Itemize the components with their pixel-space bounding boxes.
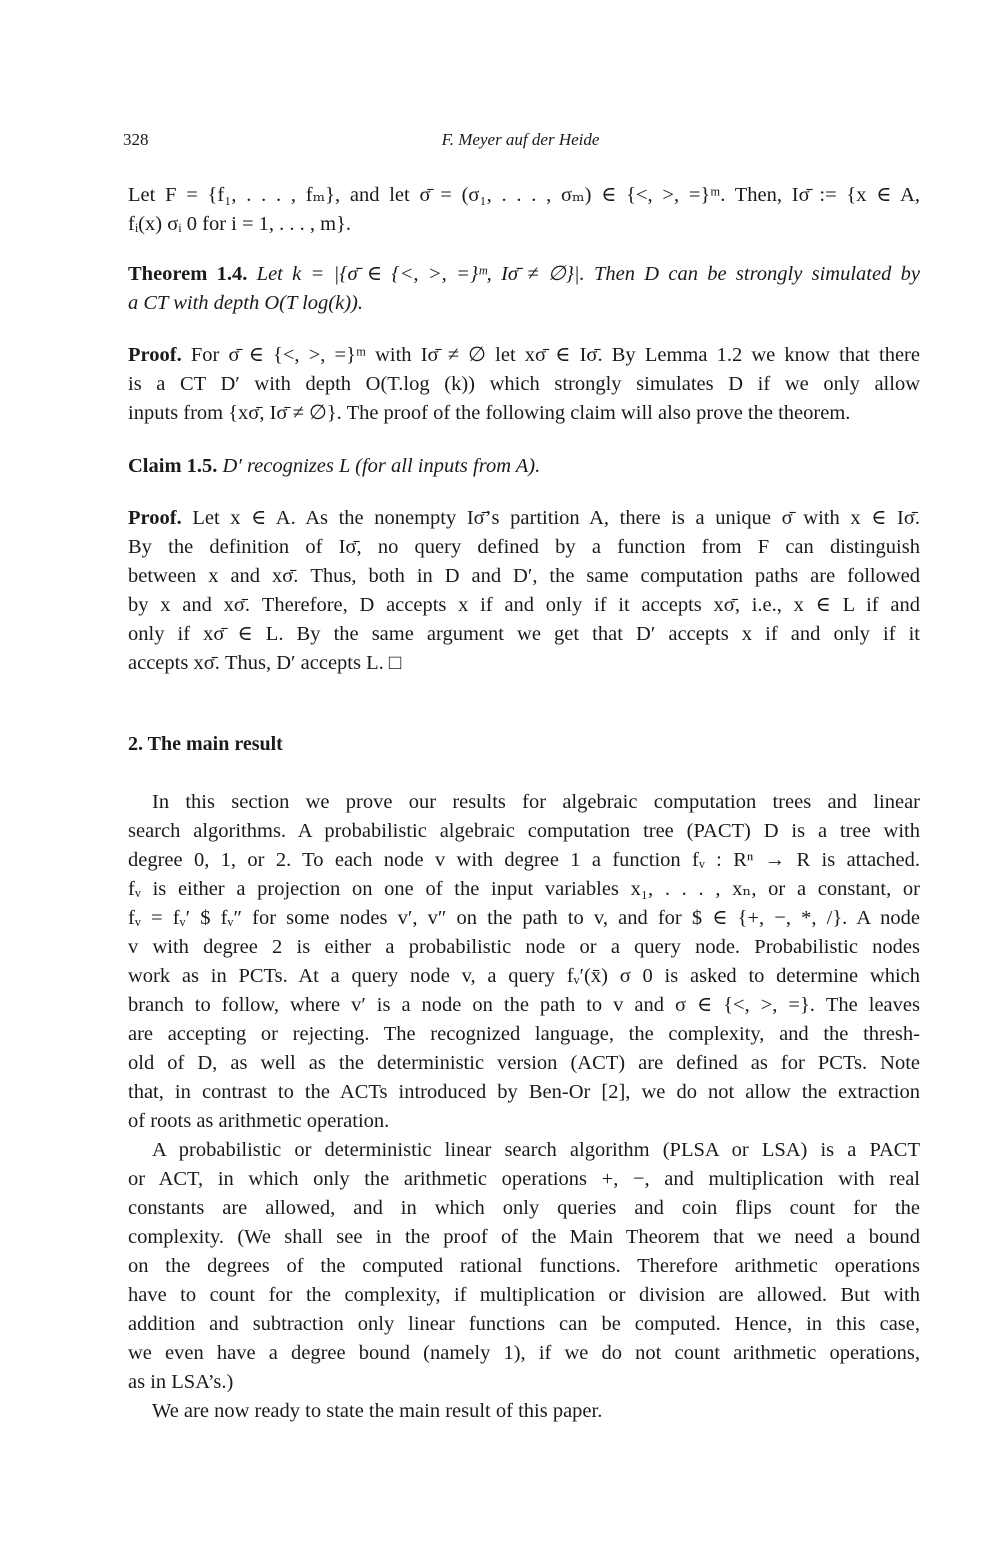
p1-line-5: fᵥ = fᵥ′ $ fᵥ″ for some nodes v′, v″ on the path to v, and for $ ∈ {+, −, *, /}. A node — [128, 907, 920, 929]
p1-line-9: are accepting or rejecting. The recognized language, the complexity, and the thresh- — [128, 1023, 920, 1045]
p2-line-4: complexity. (We shall see in the proof of the Main Theorem that we need a bound — [128, 1226, 920, 1248]
proof-2-line-3: between x and xσ̄. Thus, both in D and D′, the same computation paths are followed — [128, 565, 920, 587]
p2-line-1: A probabilistic or deterministic linear search algorithm (PLSA or LSA) is a PACT — [152, 1139, 920, 1161]
section-heading: 2. The main result — [128, 733, 283, 755]
claim-label: Claim 1.5. — [128, 455, 218, 477]
proof-1-text-1: For σ̄ ∈ {<, >, =}ᵐ with Iσ̄ ≠ ∅ let xσ̄ ∈ Iσ̄. By Lemma 1.2 we know that there — [190, 344, 920, 366]
proof-label: Proof. — [128, 344, 182, 366]
p1-line-3: degree 0, 1, or 2. To each node v with degree 1 a function fᵥ : Rⁿ → R is attached. — [128, 849, 920, 871]
p1-line-10: old of D, as well as the deterministic version (ACT) are defined as for PCTs. Note — [128, 1052, 920, 1074]
p2-line-5: on the degrees of the computed rational functions. Therefore arithmetic operations — [128, 1255, 920, 1277]
p2-line-9: as in LSA’s.) — [128, 1371, 234, 1393]
proof-2-line-1 — [128, 504, 920, 532]
proof-1-line-1 — [128, 341, 920, 369]
intro-line-2: fᵢ(x) σᵢ 0 for i = 1, . . . , m}. — [128, 213, 352, 235]
proof-2-line-4: by x and xσ̄. Therefore, D accepts x if and only if it accepts xσ̄, i.e., x ∈ L if and — [128, 594, 920, 616]
p1-line-12: of roots as arithmetic operation. — [128, 1110, 390, 1132]
claim-text: D′ recognizes L (for all inputs from A). — [222, 455, 541, 477]
theorem-text-1: Let k = |{σ̄ ∈ {<, >, =}ᵐ, Iσ̄ ≠ ∅}|. Then D can be strongly simulated by — [256, 263, 920, 285]
running-title: F. Meyer auf der Heide — [441, 130, 600, 149]
p2-line-7: addition and subtraction only linear functions can be computed. Hence, in this case, — [128, 1313, 920, 1335]
intro-line-1: Let F = {f₁, . . . , fₘ}, and let σ̄ = (σ₁, . . . , σₘ) ∈ {<, >, =}ᵐ. Then, Iσ̄ := {x ∈ A, — [128, 184, 920, 206]
claim-1-5 — [128, 452, 920, 480]
p2-line-2: or ACT, in which only the arithmetic operations +, −, and multiplication with real — [128, 1168, 920, 1190]
page-header — [123, 130, 918, 156]
proof-2-line-5: only if xσ̄ ∈ L. By the same argument we get that D′ accepts x if and only if it — [128, 623, 920, 645]
p1-line-11: that, in contrast to the ACTs introduced by Ben-Or [2], we do not allow the extraction — [128, 1081, 920, 1103]
theorem-1-4-line-1 — [128, 260, 920, 288]
theorem-label: Theorem 1.4. — [128, 263, 248, 285]
proof-2-text-1: Let x ∈ A. As the nonempty Iσ̄’s partition A, there is a unique σ̄ with x ∈ Iσ̄. — [192, 507, 921, 529]
page-number: 328 — [123, 130, 149, 149]
proof-1-line-3: inputs from {xσ̄, Iσ̄ ≠ ∅}. The proof of the following claim will also prove the theorem. — [128, 402, 851, 424]
p2-line-6: have to count for the complexity, if multiplication or division are allowed. But with — [128, 1284, 920, 1306]
theorem-1-4-line-2: a CT with depth O(T log(k)). — [128, 292, 363, 314]
proof-2-line-2: By the definition of Iσ̄, no query defined by a function from F can distinguish — [128, 536, 920, 558]
p1-line-8: branch to follow, where v′ is a node on the path to v and σ ∈ {<, >, =}. The leaves — [128, 994, 920, 1016]
p1-line-7: work as in PCTs. At a query node v, a query fᵥ′(x̄) σ 0 is asked to determine which — [128, 965, 920, 987]
proof-label: Proof. — [128, 507, 182, 529]
p2-line-3: constants are allowed, and in which only queries and coin flips count for the — [128, 1197, 920, 1219]
p3-line-1: We are now ready to state the main result of this paper. — [152, 1400, 603, 1422]
p1-line-1: In this section we prove our results for algebraic computation trees and linear — [152, 791, 920, 813]
p2-line-8: we even have a degree bound (namely 1), if we do not count arithmetic operations, — [128, 1342, 920, 1364]
proof-1-line-2: is a CT D′ with depth O(T.log (k)) which strongly simulates D if we only allow — [128, 373, 920, 395]
p1-line-2: search algorithms. A probabilistic algebraic computation tree (PACT) D is a tree with — [128, 820, 920, 842]
p1-line-4: fᵥ is either a projection on one of the input variables x₁, . . . , xₙ, or a constant, or — [128, 878, 920, 900]
p1-line-6: v with degree 2 is either a probabilistic node or a query node. Probabilistic nodes — [128, 936, 920, 958]
proof-2-line-6: accepts xσ̄. Thus, D′ accepts L. □ — [128, 652, 402, 674]
